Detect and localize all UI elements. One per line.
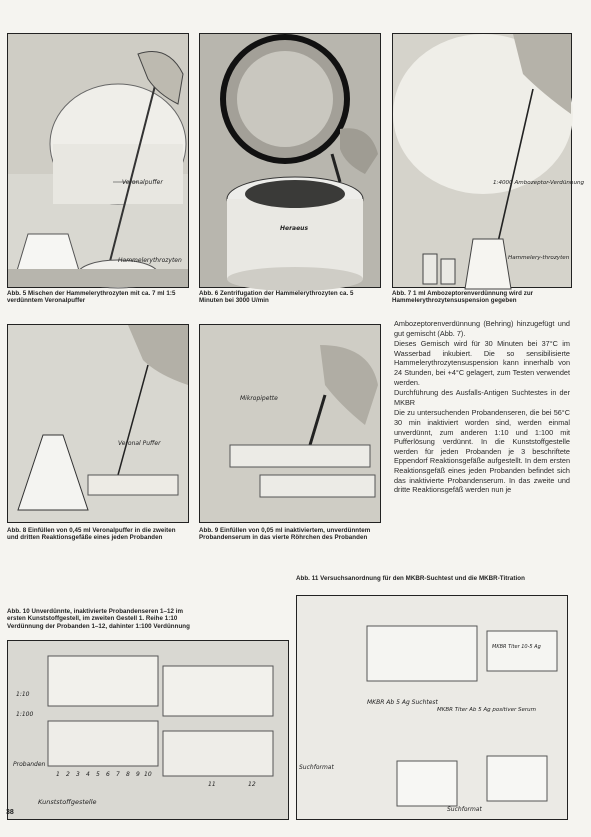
fig10-tube-number: 6 [106,771,110,778]
fig11-label-suchtest: MKBR Ab 5 Ag Suchtest [367,699,438,706]
fig10-tube-number: 5 [96,771,100,778]
fig11-label-titer: MKBR Titer 10-5 Ag [492,644,541,650]
fig10-tube-number: 8 [126,771,130,778]
figure-9-photo [199,324,381,523]
figure-8-caption: Abb. 8 Einfüllen von 0,45 ml Veronalpuffer in die zweiten und dritten Reaktionsgefäße eines jeden Probanden [7,527,176,542]
paragraph-1: Ambozeptorenverdünnung (Behring) hinzugefügt und gut gemischt (Abb. 7). [394,319,570,338]
fig7-label-hammelerythrozyten: Hammelery-throzyten [508,255,570,261]
figure-5-caption: Abb. 5 Mischen der Hammelerythrozyten mit ca. 7 ml 1:5 verdünntem Veronalpuffer [7,290,176,305]
fig11-label-suchformat-bottom: Suchformat [447,806,482,813]
fig5-label-veronalpuffer: Veronalpuffer [122,179,163,186]
fig10-tube-number: 4 [86,771,90,778]
fig11-label-positiver-serum: MKBR Titer Ab 5 Ag positiver Serum [437,707,536,713]
body-text-column [394,319,570,496]
figure-11-photo [296,595,568,820]
fig5-label-hammelerythrozyten: Hammelerythrozyten [118,257,182,264]
figure-6-caption: Abb. 6 Zentrifugation der Hammelerythrozyten ca. 5 Minuten bei 3000 U/min [199,290,354,305]
figure-10-caption: Abb. 10 Unverdünnte, inaktivierte Probandenseren 1–12 im ersten Kunststoffgestell, im zweiten Gestell 1. Reihe 1:10 Verdünnung der Probanden 1–12, dahinter 1:100 Verdünnung [7,608,190,630]
paragraph-4: Die zu untersuchenden Probandenseren, die bei 56°C 30 min inaktiviert worden sind, werden einmal unverdünnt, zum anderen 1:10 und 1:100 mit Pufferlösung verdünnt. In die Kunststoffgestelle werden für jeden Probanden je 3 beschriftete Eppendorf Reaktionsgefäße aufgestellt. In dem ersten Reaktionsgefäß eines jeden Probanden befindet sich das inaktivierte Probandenserum. In das zweite und dritte Reaktionsgefäß werden nun je [394,408,570,495]
fig10-tube-number: 2 [66,771,70,778]
figure-7-caption: Abb. 7 1 ml Ambozeptorenverdünnung wird zur Hammelerythrozytensuspension gegeben [392,290,534,305]
paragraph-3: Durchführung des Ausfalls-Antigen Suchtestes in der MKBR [394,388,570,407]
paragraph-2: Dieses Gemisch wird für 30 Minuten bei 37°C im Wasserbad inkubiert. Die so sensibilisierte Hammelerythrozytensuspension kann innerhalb von 24 Stunden, bei +4°C gelagert, zum Testen verwendet werden. [394,339,570,387]
fig10-tube-number: 1 [56,771,60,778]
fig10-tube-number: 3 [76,771,80,778]
fig10-tube-number: 12 [248,781,256,788]
fig7-label-ambozeptor: 1:4000 Ambozeptor-Verdünnung [493,180,585,186]
fig10-tube-number: 11 [208,781,216,788]
fig10-label-1-10: 1:10 [16,691,30,698]
figure-5-photo [7,33,189,288]
figure-10-photo [7,640,289,820]
fig10-tube-number: 7 [116,771,120,778]
figure-6-photo [199,33,381,288]
fig6-label-heraeus: Heraeus [280,225,309,232]
figure-8-photo [7,324,189,523]
fig9-label-mikropipette: Mikropipette [240,395,278,402]
fig11-label-suchformat-left: Suchformat [299,764,334,771]
fig10-label-probanden: Probanden [13,761,46,768]
fig8-label-veronal: Veronal Puffer [118,440,161,447]
fig10-label-kunststoffgestelle: Kunststoffgestelle [38,798,97,806]
fig10-tube-number: 9 [136,771,140,778]
figure-7-photo [392,33,585,288]
page-number: 38 [6,809,14,816]
figure-9-caption: Abb. 9 Einfüllen von 0,05 ml inaktiviertem, unverdünntem Probandenserum in das vierte Röhrchen des Probanden [199,527,371,542]
fig10-label-1-100: 1:100 [16,711,34,718]
figure-11-caption: Abb. 11 Versuchsanordnung für den MKBR-Suchtest und die MKBR-Titration [296,575,525,582]
fig10-tube-number: 10 [144,771,152,778]
